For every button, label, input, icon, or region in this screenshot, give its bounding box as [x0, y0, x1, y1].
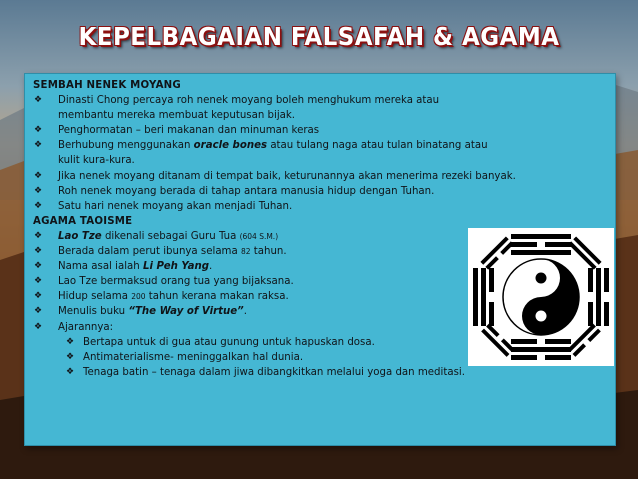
sub-list-item: ❖ Bertapa untuk di gua atau gunung untuk hapuskan dosa.: [33, 335, 603, 350]
diamond-dots-bullet-icon: ❖: [34, 246, 43, 257]
section-heading-ancestor: SEMBAH NENEK MOYANG: [33, 80, 181, 91]
list-item: ❖ Berhubung menggunakan oracle bones atau tulang naga atau tulan binatang atau kulit kura-kura.: [33, 138, 603, 168]
diamond-dots-bullet-icon: ❖: [34, 230, 43, 241]
list-item: ❖ Dinasti Chong percaya roh nenek moyang boleh menghukum mereka atau membantu mereka membuat keputusan bijak.: [33, 93, 603, 123]
list-item: ❖ Lao Tze dikenali sebagai Guru Tua (604 S.M.): [33, 229, 603, 244]
diamond-dots-bullet-icon: ❖: [34, 261, 43, 272]
diamond-dots-bullet-icon: ❖: [34, 140, 43, 151]
diamond-dots-bullet-icon: ❖: [34, 95, 43, 106]
list-item: ❖ Lao Tze bermaksud orang tua yang bijaksana.: [33, 274, 603, 289]
list-item: ❖ Penghormatan – beri makanan dan minuman keras: [33, 123, 603, 138]
list-item: ❖ Berada dalam perut ibunya selama 82 tahun.: [33, 244, 603, 259]
slide-title: KEPELBAGAIAN FALSAFAH & AGAMA: [78, 22, 560, 51]
list-item: ❖ Nama asal ialah Li Peh Yang.: [33, 259, 603, 274]
list-item: ❖ Menulis buku “The Way of Virtue”.: [33, 304, 603, 319]
diamond-dots-bullet-icon: ❖: [66, 336, 75, 347]
diamond-dots-bullet-icon: ❖: [34, 276, 43, 287]
list-item: ❖ Ajarannya:: [33, 320, 603, 335]
yin-yang-bagua-icon: [468, 228, 614, 366]
diamond-dots-bullet-icon: ❖: [34, 321, 43, 332]
diamond-dots-bullet-icon: ❖: [34, 170, 43, 181]
list-item: ❖ Satu hari nenek moyang akan menjadi Tuhan.: [33, 199, 603, 214]
list-item: ❖ Hidup selama 200 tahun kerana makan raksa.: [33, 289, 603, 304]
list-item: ❖ Roh nenek moyang berada di tahap antara manusia hidup dengan Tuhan.: [33, 184, 603, 199]
diamond-dots-bullet-icon: ❖: [34, 306, 43, 317]
section-heading-taoism: AGAMA TAOISME: [33, 215, 133, 227]
sub-list-item: ❖ Tenaga batin – tenaga dalam jiwa dibangkitkan melalui yoga dan meditasi.: [33, 365, 603, 380]
diamond-dots-bullet-icon: ❖: [34, 185, 43, 196]
diamond-dots-bullet-icon: ❖: [66, 351, 75, 362]
diamond-dots-bullet-icon: ❖: [34, 291, 43, 302]
diamond-dots-bullet-icon: ❖: [66, 366, 75, 377]
list-item: ❖ Jika nenek moyang ditanam di tempat baik, keturunannya akan menerima rezeki banyak.: [33, 169, 603, 184]
sub-list-item: ❖ Antimaterialisme- meninggalkan hal dunia.: [33, 350, 603, 365]
diamond-dots-bullet-icon: ❖: [34, 200, 43, 211]
diamond-dots-bullet-icon: ❖: [34, 125, 43, 136]
